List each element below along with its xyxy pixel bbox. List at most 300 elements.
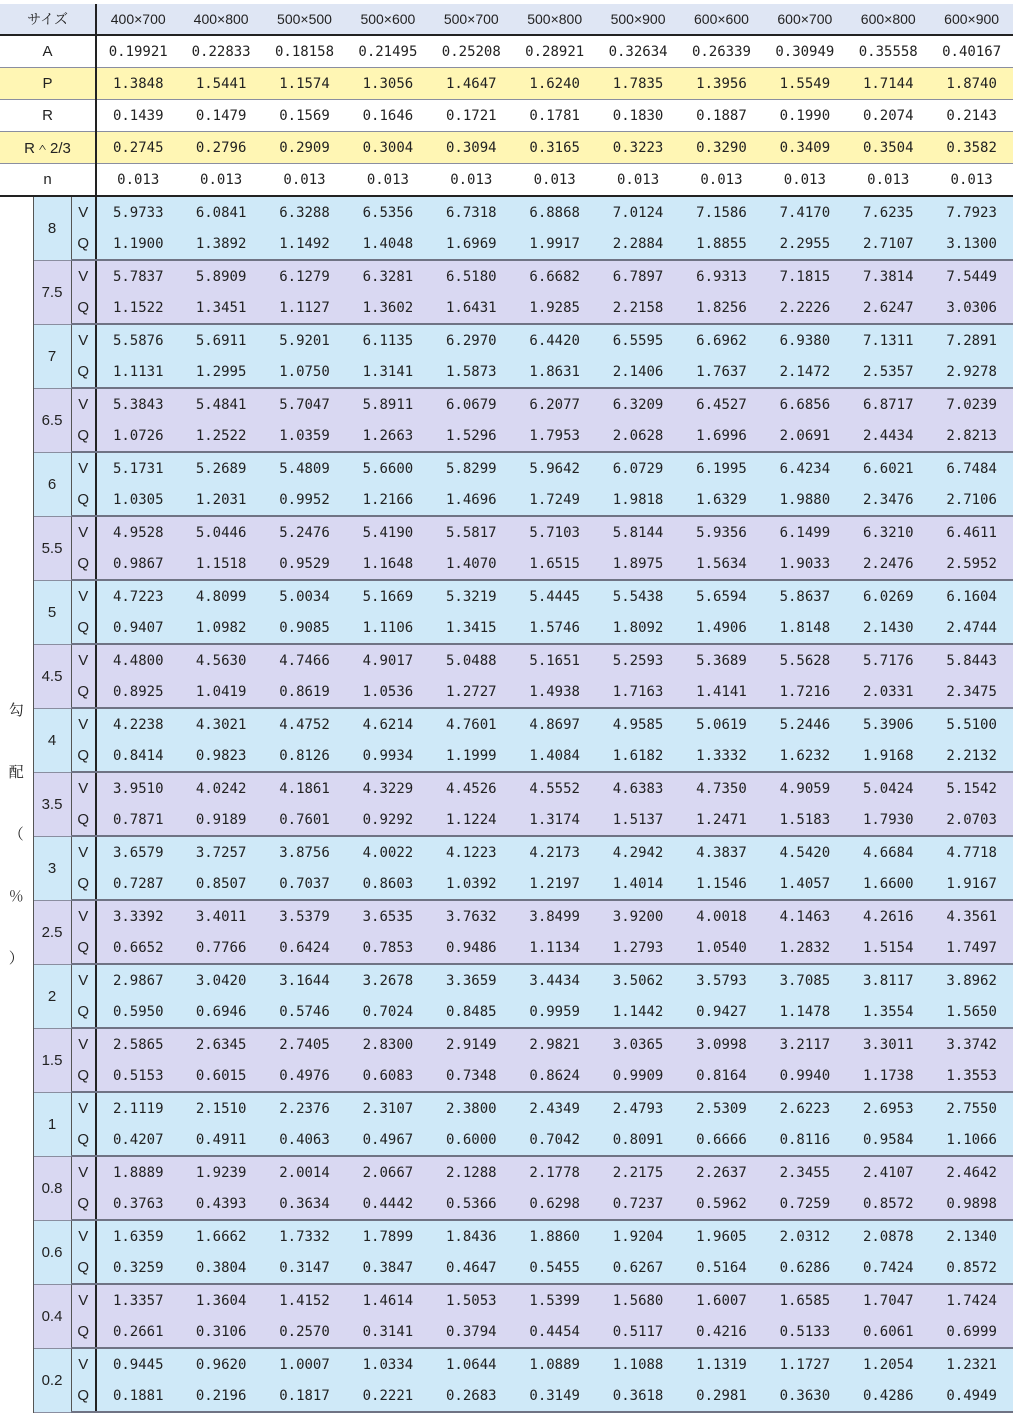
discharge-value: 1.7637	[680, 356, 763, 388]
discharge-value: 1.1127	[263, 292, 346, 324]
velocity-value: 4.7601	[430, 708, 513, 740]
discharge-value: 0.4442	[346, 1188, 429, 1220]
velocity-value: 6.0269	[847, 580, 930, 612]
size-column-header: 600×800	[847, 4, 930, 35]
discharge-value: 0.3141	[346, 1316, 429, 1348]
property-value: 0.013	[346, 164, 429, 197]
property-row	[0, 100, 1013, 132]
slope-value: 3	[33, 836, 71, 900]
gradient-label-text	[0, 227, 33, 1412]
velocity-value: 5.6911	[179, 324, 262, 356]
velocity-label: V	[71, 1092, 96, 1124]
velocity-value: 1.9204	[596, 1220, 679, 1252]
property-value: 0.2909	[263, 132, 346, 164]
property-value: 0.013	[96, 164, 179, 197]
velocity-value: 4.9017	[346, 644, 429, 676]
discharge-value: 0.8603	[346, 868, 429, 900]
discharge-value: 2.7107	[847, 228, 930, 260]
property-label: n	[0, 164, 96, 197]
discharge-value: 2.3476	[847, 484, 930, 516]
velocity-value: 5.4841	[179, 388, 262, 420]
discharge-value: 1.5137	[596, 804, 679, 836]
property-value: 0.013	[513, 164, 596, 197]
discharge-value: 0.9529	[263, 548, 346, 580]
property-value: 1.3956	[680, 68, 763, 100]
discharge-value: 1.7930	[847, 804, 930, 836]
velocity-value: 6.6962	[680, 324, 763, 356]
property-value: 0.013	[763, 164, 846, 197]
velocity-value: 0.9445	[96, 1348, 179, 1380]
velocity-value: 5.6594	[680, 580, 763, 612]
discharge-value: 0.8624	[513, 1060, 596, 1092]
velocity-value: 5.7103	[513, 516, 596, 548]
velocity-value: 5.5817	[430, 516, 513, 548]
velocity-value: 5.9642	[513, 452, 596, 484]
velocity-value: 2.8300	[346, 1028, 429, 1060]
property-value: 0.013	[847, 164, 930, 197]
velocity-value: 2.0878	[847, 1220, 930, 1252]
velocity-value: 5.7176	[847, 644, 930, 676]
velocity-value: 5.0446	[179, 516, 262, 548]
size-column-header: 500×600	[346, 4, 429, 35]
size-column-header: 500×700	[430, 4, 513, 35]
discharge-value: 0.4286	[847, 1380, 930, 1412]
discharge-value: 2.7106	[930, 484, 1013, 516]
velocity-value: 3.0420	[179, 964, 262, 996]
discharge-value: 0.5133	[763, 1316, 846, 1348]
velocity-value: 4.0242	[179, 772, 262, 804]
property-value: 0.1569	[263, 100, 346, 132]
velocity-value: 2.1510	[179, 1092, 262, 1124]
velocity-row	[0, 324, 1013, 356]
slope-value: 2	[33, 964, 71, 1028]
velocity-label: V	[71, 580, 96, 612]
property-value: 0.013	[430, 164, 513, 197]
discharge-value: 0.6946	[179, 996, 262, 1028]
slope-value: 1.5	[33, 1028, 71, 1092]
property-value: 1.4647	[430, 68, 513, 100]
discharge-value: 1.8975	[596, 548, 679, 580]
discharge-value: 1.4084	[513, 740, 596, 772]
property-value: 0.40167	[930, 35, 1013, 68]
discharge-value: 1.5634	[680, 548, 763, 580]
slope-value: 5.5	[33, 516, 71, 580]
discharge-value: 1.3332	[680, 740, 763, 772]
velocity-row	[0, 260, 1013, 292]
discharge-row	[0, 612, 1013, 644]
discharge-row	[0, 996, 1013, 1028]
discharge-value: 1.7953	[513, 420, 596, 452]
discharge-value: 0.9427	[680, 996, 763, 1028]
velocity-value: 6.2077	[513, 388, 596, 420]
velocity-value: 5.4190	[346, 516, 429, 548]
discharge-value: 2.0331	[847, 676, 930, 708]
property-value: 0.26339	[680, 35, 763, 68]
size-column-header: 500×500	[263, 4, 346, 35]
discharge-value: 1.6600	[847, 868, 930, 900]
property-row	[0, 164, 1013, 197]
discharge-value: 1.3451	[179, 292, 262, 324]
discharge-value: 1.4048	[346, 228, 429, 260]
discharge-value: 2.2226	[763, 292, 846, 324]
velocity-value: 1.4152	[263, 1284, 346, 1316]
velocity-value: 4.6383	[596, 772, 679, 804]
discharge-label: Q	[71, 996, 96, 1028]
property-value: 0.013	[263, 164, 346, 197]
velocity-value: 2.3107	[346, 1092, 429, 1124]
discharge-value: 0.9085	[263, 612, 346, 644]
velocity-value: 7.1311	[847, 324, 930, 356]
discharge-value: 0.6061	[847, 1316, 930, 1348]
velocity-value: 2.3800	[430, 1092, 513, 1124]
property-value: 1.1574	[263, 68, 346, 100]
velocity-value: 1.7424	[930, 1284, 1013, 1316]
slope-value: 4	[33, 708, 71, 772]
discharge-label: Q	[71, 868, 96, 900]
velocity-value: 3.4434	[513, 964, 596, 996]
velocity-value: 6.0679	[430, 388, 513, 420]
discharge-value: 1.0726	[96, 420, 179, 452]
velocity-row	[0, 1220, 1013, 1252]
velocity-value: 2.1778	[513, 1156, 596, 1188]
velocity-value: 6.7897	[596, 260, 679, 292]
discharge-row	[0, 292, 1013, 324]
gradient-label-char: 勾	[8, 701, 24, 719]
property-value: 0.3094	[430, 132, 513, 164]
velocity-value: 3.8962	[930, 964, 1013, 996]
discharge-value: 1.5183	[763, 804, 846, 836]
velocity-value: 5.2446	[763, 708, 846, 740]
velocity-value: 3.0998	[680, 1028, 763, 1060]
discharge-value: 1.2197	[513, 868, 596, 900]
velocity-row	[0, 772, 1013, 804]
property-value: 0.1479	[179, 100, 262, 132]
velocity-value: 1.0334	[346, 1348, 429, 1380]
velocity-value: 1.1319	[680, 1348, 763, 1380]
discharge-value: 1.0359	[263, 420, 346, 452]
discharge-label: Q	[71, 420, 96, 452]
velocity-value: 3.7632	[430, 900, 513, 932]
velocity-value: 3.6535	[346, 900, 429, 932]
velocity-value: 1.2321	[930, 1348, 1013, 1380]
property-value: 0.2745	[96, 132, 179, 164]
discharge-row	[0, 1316, 1013, 1348]
velocity-value: 5.2476	[263, 516, 346, 548]
property-value: 0.19921	[96, 35, 179, 68]
velocity-row	[0, 644, 1013, 676]
velocity-value: 3.3011	[847, 1028, 930, 1060]
discharge-value: 1.9033	[763, 548, 846, 580]
discharge-value: 0.6666	[680, 1124, 763, 1156]
discharge-value: 0.3618	[596, 1380, 679, 1412]
discharge-value: 0.6015	[179, 1060, 262, 1092]
velocity-value: 5.1731	[96, 452, 179, 484]
property-value: 0.2143	[930, 100, 1013, 132]
velocity-value: 1.0889	[513, 1348, 596, 1380]
velocity-label: V	[71, 900, 96, 932]
discharge-value: 2.2955	[763, 228, 846, 260]
velocity-value: 5.7837	[96, 260, 179, 292]
discharge-value: 0.7766	[179, 932, 262, 964]
velocity-label: V	[71, 196, 96, 228]
flow-capacity-table	[0, 4, 1013, 1413]
discharge-value: 1.1492	[263, 228, 346, 260]
discharge-value: 0.8485	[430, 996, 513, 1028]
property-row	[0, 132, 1013, 164]
discharge-value: 0.3106	[179, 1316, 262, 1348]
property-value: 0.1887	[680, 100, 763, 132]
discharge-label: Q	[71, 804, 96, 836]
discharge-value: 0.4207	[96, 1124, 179, 1156]
velocity-label: V	[71, 644, 96, 676]
velocity-value: 7.6235	[847, 196, 930, 228]
velocity-value: 4.2173	[513, 836, 596, 868]
property-value: 0.1646	[346, 100, 429, 132]
velocity-value: 5.2593	[596, 644, 679, 676]
velocity-value: 3.3659	[430, 964, 513, 996]
discharge-value: 1.8092	[596, 612, 679, 644]
property-value: 0.32634	[596, 35, 679, 68]
discharge-value: 1.1478	[763, 996, 846, 1028]
size-column-header: 500×800	[513, 4, 596, 35]
velocity-value: 7.3814	[847, 260, 930, 292]
discharge-value: 0.5366	[430, 1188, 513, 1220]
discharge-value: 0.4393	[179, 1188, 262, 1220]
velocity-value: 6.4611	[930, 516, 1013, 548]
velocity-value: 5.5438	[596, 580, 679, 612]
velocity-value: 2.4793	[596, 1092, 679, 1124]
discharge-value: 0.9940	[763, 1060, 846, 1092]
velocity-value: 2.2637	[680, 1156, 763, 1188]
discharge-value: 0.7424	[847, 1252, 930, 1284]
velocity-value: 5.8144	[596, 516, 679, 548]
discharge-value: 1.7249	[513, 484, 596, 516]
discharge-value: 1.9880	[763, 484, 846, 516]
gradient-axis-label	[0, 196, 33, 1412]
discharge-value: 0.4647	[430, 1252, 513, 1284]
discharge-value: 0.1817	[263, 1380, 346, 1412]
velocity-value: 5.1651	[513, 644, 596, 676]
discharge-label: Q	[71, 1252, 96, 1284]
discharge-label: Q	[71, 1316, 96, 1348]
discharge-value: 0.2683	[430, 1380, 513, 1412]
discharge-value: 0.9823	[179, 740, 262, 772]
property-value: 0.18158	[263, 35, 346, 68]
velocity-value: 2.2376	[263, 1092, 346, 1124]
discharge-value: 0.2196	[179, 1380, 262, 1412]
property-value: 1.6240	[513, 68, 596, 100]
discharge-value: 1.1546	[680, 868, 763, 900]
discharge-value: 2.0703	[930, 804, 1013, 836]
discharge-value: 1.1900	[96, 228, 179, 260]
gradient-label-char: （	[8, 825, 24, 843]
property-label: P	[0, 68, 96, 100]
discharge-value: 0.6286	[763, 1252, 846, 1284]
discharge-value: 0.6267	[596, 1252, 679, 1284]
discharge-value: 0.9909	[596, 1060, 679, 1092]
velocity-value: 6.6856	[763, 388, 846, 420]
slope-value: 6	[33, 452, 71, 516]
discharge-value: 0.7042	[513, 1124, 596, 1156]
velocity-value: 0.9620	[179, 1348, 262, 1380]
property-label: R	[0, 100, 96, 132]
discharge-value: 0.8116	[763, 1124, 846, 1156]
discharge-row	[0, 356, 1013, 388]
discharge-value: 1.1522	[96, 292, 179, 324]
discharge-value: 0.8414	[96, 740, 179, 772]
velocity-label: V	[71, 1284, 96, 1316]
velocity-value: 1.8860	[513, 1220, 596, 1252]
discharge-value: 2.1472	[763, 356, 846, 388]
velocity-value: 6.2970	[430, 324, 513, 356]
velocity-value: 3.3742	[930, 1028, 1013, 1060]
discharge-value: 0.7237	[596, 1188, 679, 1220]
discharge-value: 1.6182	[596, 740, 679, 772]
velocity-value: 6.9380	[763, 324, 846, 356]
discharge-label: Q	[71, 292, 96, 324]
discharge-label: Q	[71, 356, 96, 388]
property-value: 0.1990	[763, 100, 846, 132]
discharge-value: 2.1430	[847, 612, 930, 644]
discharge-value: 1.2832	[763, 932, 846, 964]
discharge-value: 0.4063	[263, 1124, 346, 1156]
velocity-label: V	[71, 324, 96, 356]
property-value: 0.35558	[847, 35, 930, 68]
discharge-value: 1.2727	[430, 676, 513, 708]
velocity-value: 5.9201	[263, 324, 346, 356]
velocity-value: 7.0124	[596, 196, 679, 228]
discharge-value: 0.8619	[263, 676, 346, 708]
property-value: 0.3409	[763, 132, 846, 164]
velocity-value: 7.0239	[930, 388, 1013, 420]
velocity-value: 3.9200	[596, 900, 679, 932]
discharge-value: 0.5950	[96, 996, 179, 1028]
property-value: 1.7835	[596, 68, 679, 100]
discharge-value: 0.6424	[263, 932, 346, 964]
discharge-value: 0.3763	[96, 1188, 179, 1220]
velocity-value: 7.7923	[930, 196, 1013, 228]
velocity-value: 2.1119	[96, 1092, 179, 1124]
discharge-value: 1.1131	[96, 356, 179, 388]
property-value: 1.7144	[847, 68, 930, 100]
discharge-value: 0.3259	[96, 1252, 179, 1284]
discharge-value: 0.6083	[346, 1060, 429, 1092]
velocity-value: 5.5876	[96, 324, 179, 356]
velocity-value: 5.8911	[346, 388, 429, 420]
property-value: 0.1721	[430, 100, 513, 132]
velocity-value: 1.3604	[179, 1284, 262, 1316]
discharge-label: Q	[71, 228, 96, 260]
velocity-value: 2.6345	[179, 1028, 262, 1060]
velocity-value: 5.0488	[430, 644, 513, 676]
velocity-row	[0, 836, 1013, 868]
velocity-value: 4.7718	[930, 836, 1013, 868]
slope-value: 4.5	[33, 644, 71, 708]
velocity-row	[0, 1092, 1013, 1124]
velocity-value: 1.6585	[763, 1284, 846, 1316]
property-value: 0.013	[680, 164, 763, 197]
slope-value: 0.4	[33, 1284, 71, 1348]
discharge-value: 1.8148	[763, 612, 846, 644]
velocity-row	[0, 1156, 1013, 1188]
discharge-value: 2.2132	[930, 740, 1013, 772]
discharge-value: 0.2981	[680, 1380, 763, 1412]
velocity-label: V	[71, 964, 96, 996]
velocity-value: 2.2175	[596, 1156, 679, 1188]
discharge-value: 1.4696	[430, 484, 513, 516]
velocity-value: 4.3561	[930, 900, 1013, 932]
property-value: 0.28921	[513, 35, 596, 68]
discharge-value: 1.3141	[346, 356, 429, 388]
discharge-value: 2.5952	[930, 548, 1013, 580]
velocity-value: 4.9528	[96, 516, 179, 548]
velocity-value: 1.9239	[179, 1156, 262, 1188]
discharge-value: 2.3475	[930, 676, 1013, 708]
discharge-value: 0.8507	[179, 868, 262, 900]
discharge-value: 1.6232	[763, 740, 846, 772]
property-value: 0.22833	[179, 35, 262, 68]
velocity-value: 3.3392	[96, 900, 179, 932]
discharge-value: 1.2663	[346, 420, 429, 452]
velocity-value: 6.3281	[346, 260, 429, 292]
velocity-value: 3.7085	[763, 964, 846, 996]
discharge-row	[0, 1380, 1013, 1412]
discharge-value: 1.0750	[263, 356, 346, 388]
velocity-value: 5.8299	[430, 452, 513, 484]
velocity-value: 4.3229	[346, 772, 429, 804]
discharge-value: 0.6652	[96, 932, 179, 964]
velocity-value: 1.8889	[96, 1156, 179, 1188]
velocity-value: 5.4445	[513, 580, 596, 612]
gradient-label-char: ％	[8, 887, 24, 905]
discharge-value: 1.0540	[680, 932, 763, 964]
discharge-value: 2.4434	[847, 420, 930, 452]
slope-value: 0.6	[33, 1220, 71, 1284]
velocity-value: 5.1669	[346, 580, 429, 612]
size-header-label: サイズ	[0, 4, 96, 35]
discharge-row	[0, 1124, 1013, 1156]
discharge-value: 0.9189	[179, 804, 262, 836]
velocity-value: 4.8099	[179, 580, 262, 612]
velocity-row	[0, 1348, 1013, 1380]
velocity-value: 1.5399	[513, 1284, 596, 1316]
velocity-value: 5.0034	[263, 580, 346, 612]
property-value: 0.3004	[346, 132, 429, 164]
velocity-value: 4.2616	[847, 900, 930, 932]
slope-value: 0.2	[33, 1348, 71, 1412]
discharge-value: 0.7024	[346, 996, 429, 1028]
discharge-label: Q	[71, 740, 96, 772]
velocity-value: 5.0619	[680, 708, 763, 740]
property-label: A	[0, 35, 96, 68]
velocity-value: 5.3906	[847, 708, 930, 740]
velocity-value: 4.2942	[596, 836, 679, 868]
discharge-value: 0.9407	[96, 612, 179, 644]
discharge-value: 0.8925	[96, 676, 179, 708]
slope-value: 8	[33, 196, 71, 260]
header-row	[0, 4, 1013, 35]
discharge-value: 1.8256	[680, 292, 763, 324]
velocity-value: 4.1861	[263, 772, 346, 804]
discharge-value: 0.6298	[513, 1188, 596, 1220]
velocity-value: 4.3837	[680, 836, 763, 868]
discharge-value: 0.7871	[96, 804, 179, 836]
velocity-value: 2.9867	[96, 964, 179, 996]
velocity-value: 5.5628	[763, 644, 846, 676]
discharge-value: 2.5357	[847, 356, 930, 388]
velocity-value: 6.5356	[346, 196, 429, 228]
discharge-value: 0.4454	[513, 1316, 596, 1348]
